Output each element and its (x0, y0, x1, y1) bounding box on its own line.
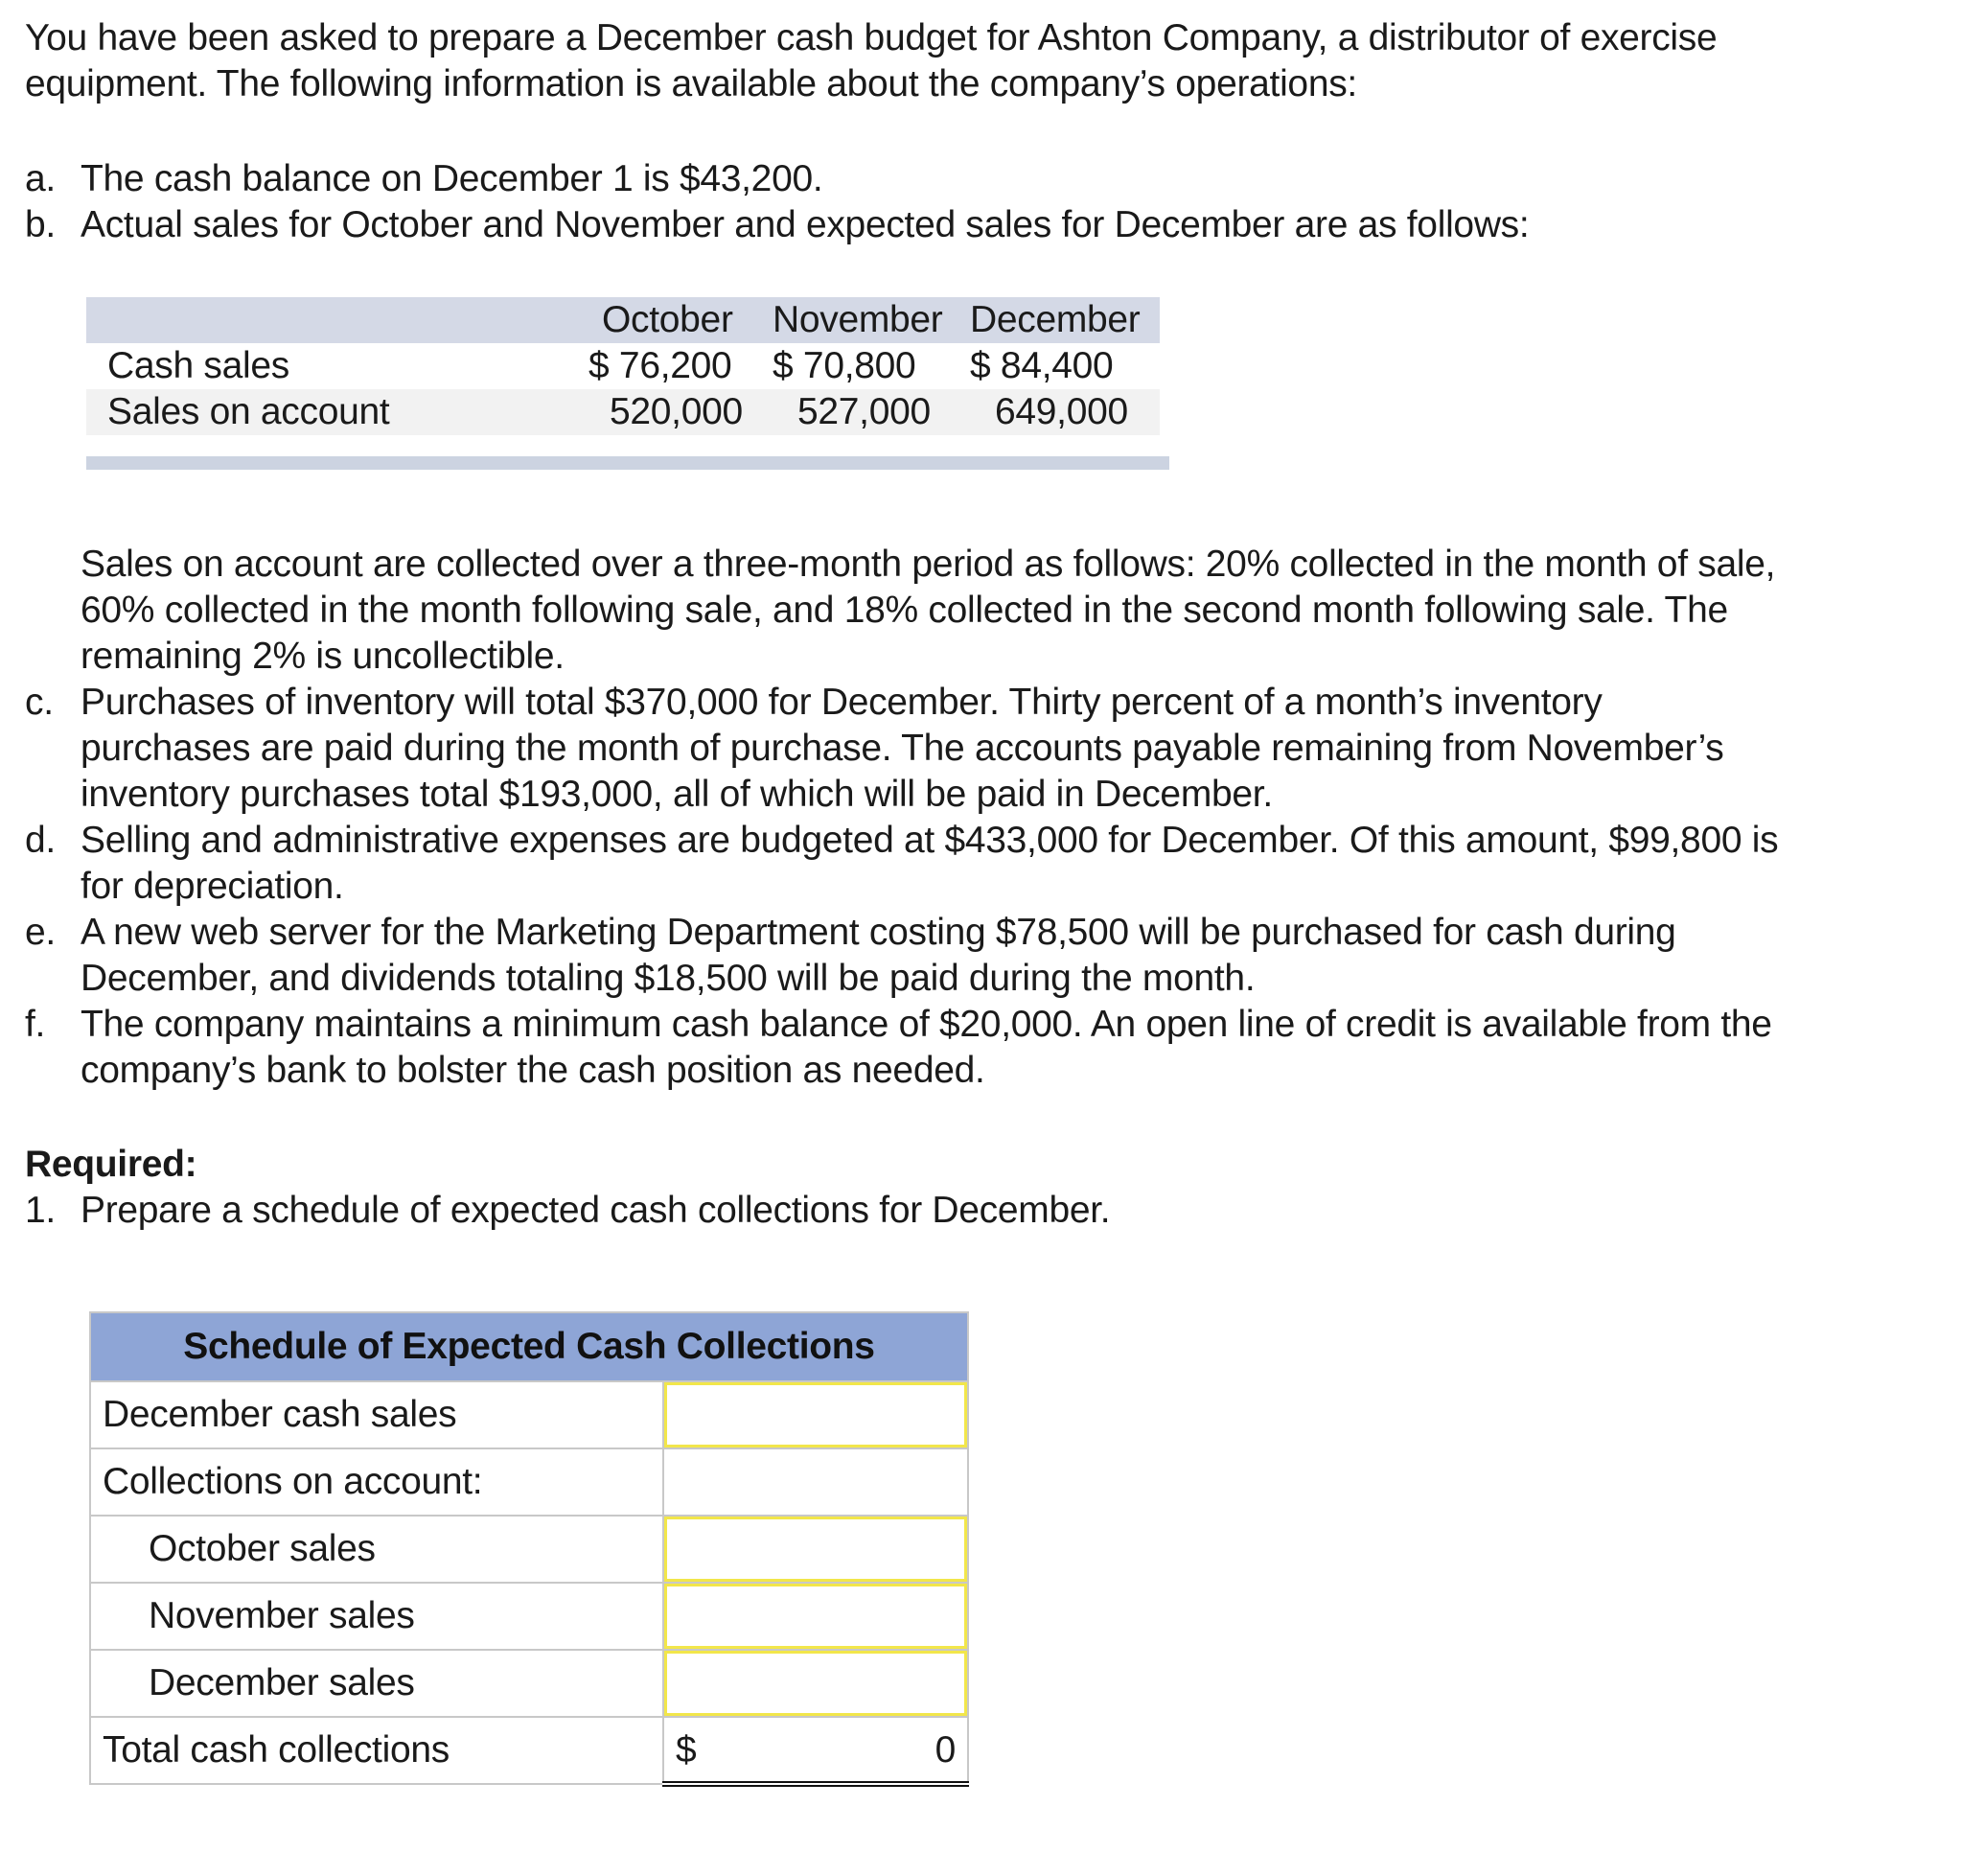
october-sales-input[interactable] (664, 1517, 967, 1582)
item-b-text: Actual sales for October and November and expected sales for December are as follows: (81, 204, 1530, 245)
item-d-line-1: Selling and administrative expenses are budgeted at $433,000 for December. Of this amount, $99,800 is (81, 820, 1779, 861)
table-row (90, 1381, 968, 1448)
header-october: October (602, 299, 733, 340)
account-sales-october: 520,000 (610, 391, 743, 432)
schedule-header-row (90, 1312, 968, 1381)
intro-line-2: equipment. The following information is available about the company’s operations: (25, 63, 1357, 104)
required-heading (25, 1142, 196, 1188)
item-f-label: f. (25, 1004, 46, 1045)
december-cash-sales-cell (663, 1381, 968, 1448)
total-cash-collections-cell (663, 1717, 968, 1784)
required-label: Required: (25, 1144, 197, 1185)
table-footer-bar (86, 456, 1169, 470)
row-label: Sales on account (107, 391, 390, 432)
november-sales-label: November sales (90, 1583, 663, 1650)
row-label: Cash sales (107, 345, 289, 386)
item-d-line-2: for depreciation. (81, 866, 344, 907)
sales-row-cash (86, 343, 1160, 389)
item-e-label: e. (25, 912, 56, 953)
item-b-cont-2: 60% collected in the month following sale, and 18% collected in the second month following sale. The (81, 590, 1728, 631)
schedule-title: Schedule of Expected Cash Collections (90, 1312, 968, 1381)
required-text: Prepare a schedule of expected cash collections for December. (81, 1190, 1111, 1231)
account-sales-december: 649,000 (995, 391, 1128, 432)
november-sales-cell (663, 1583, 968, 1650)
december-sales-input[interactable] (664, 1651, 967, 1716)
table-row (90, 1650, 968, 1717)
november-sales-input[interactable] (664, 1584, 967, 1649)
account-sales-november: 527,000 (797, 391, 931, 432)
total-cash-collections-label: Total cash collections (90, 1717, 663, 1784)
item-c-label: c. (25, 682, 54, 723)
table-row (90, 1516, 968, 1583)
sales-table-header (86, 297, 1160, 343)
cash-sales-december: $ 84,400 (970, 345, 1114, 386)
collections-on-account-cell (663, 1448, 968, 1516)
sales-table (86, 297, 1160, 435)
cash-sales-october: $ 76,200 (588, 345, 732, 386)
required-num: 1. (25, 1190, 56, 1231)
december-sales-cell (663, 1650, 968, 1717)
item-e-line-2: December, and dividends totaling $18,500 will be paid during the month. (81, 958, 1256, 999)
item-d-label: d. (25, 820, 56, 861)
sales-row-account (86, 389, 1160, 435)
intro-line-1: You have been asked to prepare a December cash budget for Ashton Company, a distributor of exercise (25, 17, 1718, 58)
item-c-line-1: Purchases of inventory will total $370,000 for December. Thirty percent of a month’s inventory (81, 682, 1603, 723)
december-cash-sales-label: December cash sales (90, 1381, 663, 1448)
item-c-line-2: purchases are paid during the month of purchase. The accounts payable remaining from November’s (81, 728, 1724, 769)
december-sales-label: December sales (90, 1650, 663, 1717)
item-b-cont-1: Sales on account are collected over a three-month period as follows: 20% collected in the month of sale, (81, 544, 1776, 585)
collections-on-account-label: Collections on account: (90, 1448, 663, 1516)
item-b-label: b. (25, 204, 56, 245)
item-a-label: a. (25, 158, 56, 199)
total-cash-collections-value: 0 (934, 1729, 956, 1771)
total-dollar-sign: $ (676, 1729, 697, 1771)
table-row (90, 1583, 968, 1650)
item-e-line-1: A new web server for the Marketing Department costing $78,500 will be purchased for cash during (81, 912, 1676, 953)
december-cash-sales-input[interactable] (664, 1382, 967, 1448)
cash-sales-november: $ 70,800 (773, 345, 916, 386)
item-c-line-3: inventory purchases total $193,000, all of which will be paid in December. (81, 774, 1273, 815)
header-november: November (773, 299, 943, 340)
table-row (90, 1717, 968, 1784)
item-b-cont-3: remaining 2% is uncollectible. (81, 636, 565, 677)
item-f-line-2: company’s bank to bolster the cash position as needed. (81, 1050, 985, 1091)
item-f-line-1: The company maintains a minimum cash balance of $20,000. An open line of credit is available from the (81, 1004, 1772, 1045)
october-sales-label: October sales (90, 1516, 663, 1583)
header-december: December (970, 299, 1141, 340)
table-row (90, 1448, 968, 1516)
october-sales-cell (663, 1516, 968, 1583)
intro-paragraph (25, 15, 1717, 107)
schedule-table (89, 1311, 969, 1787)
item-a-text: The cash balance on December 1 is $43,200. (81, 158, 823, 199)
